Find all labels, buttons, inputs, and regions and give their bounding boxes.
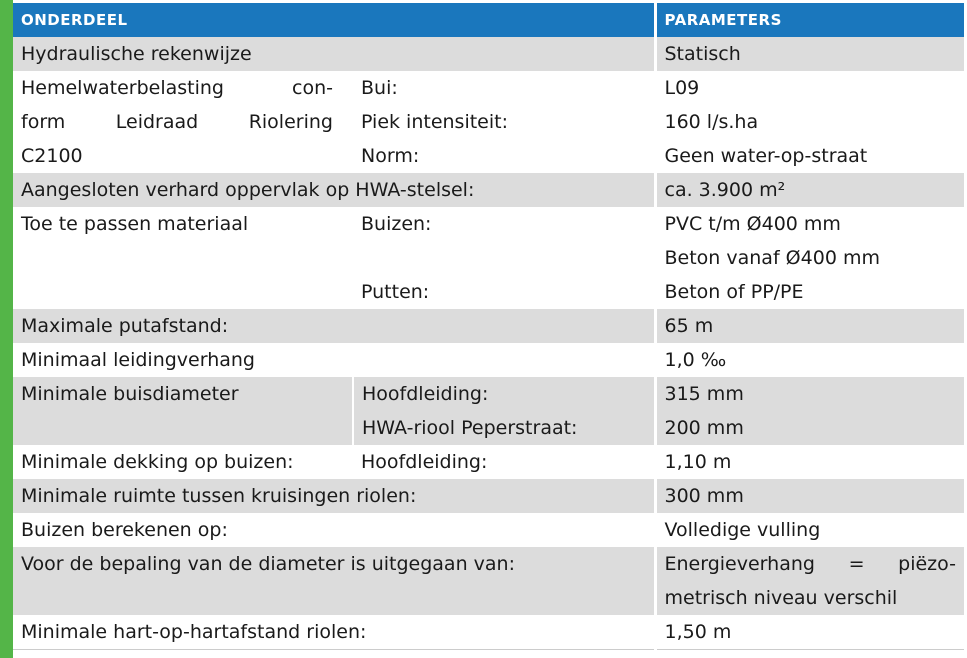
row-value: 300 mm: [655, 479, 964, 513]
row-value: Volledige vulling: [655, 513, 964, 547]
value-word: =: [848, 553, 865, 575]
sub-label: Norm:: [361, 145, 420, 167]
sub-label: Piek intensiteit:: [361, 111, 508, 133]
row-label: Minimale hart-op-hartafstand riolen:: [13, 615, 655, 650]
table-row: [13, 343, 964, 377]
table-row: [13, 377, 964, 445]
row-value: 315 mm: [664, 383, 744, 405]
row-values: [655, 377, 964, 445]
table-row: [13, 547, 964, 615]
table-row: [13, 615, 964, 650]
row-value: 1,0 ‰: [655, 343, 964, 377]
row-value: Beton vanaf Ø400 mm: [664, 247, 880, 269]
row-value: Statisch: [655, 37, 964, 71]
sub-label: Putten:: [361, 281, 430, 303]
row-value: Geen water-op-straat: [664, 145, 868, 167]
row-label: Hydraulische rekenwijze: [13, 37, 655, 71]
value-line: [665, 547, 957, 581]
header-parameters: [655, 3, 964, 37]
label-word: Hemelwaterbelasting: [21, 77, 224, 99]
row-label: Maximale putafstand:: [13, 309, 353, 343]
row-value: 200 mm: [664, 417, 744, 439]
row-label: Minimale buisdiameter: [13, 377, 353, 445]
row-label: [13, 71, 353, 173]
table-row: [13, 71, 964, 173]
row-value: ca. 3.900 m²: [655, 173, 964, 207]
label-line: [21, 105, 345, 139]
row-sublabels: [353, 377, 655, 445]
row-label: Buizen berekenen op:: [13, 513, 655, 547]
row-values: [655, 547, 964, 615]
row-sublabels: [353, 71, 655, 173]
row-label: Voor de bepaling van de diameter is uitgegaan van:: [13, 547, 655, 615]
row-values: [655, 71, 964, 173]
row-label: Aangesloten verhard oppervlak op HWA-stelsel:: [13, 173, 655, 207]
table-row: [13, 37, 964, 71]
table-row: [13, 309, 964, 343]
row-label: Minimaal leidingverhang: [13, 343, 353, 377]
header-onderdeel: [13, 3, 655, 37]
header-col2-text: PARAMETERS: [664, 11, 782, 29]
sub-label: Bui:: [361, 77, 398, 99]
row-label: Toe te passen materiaal: [13, 207, 353, 309]
row-label: Minimale ruimte tussen kruisingen riolen:: [13, 479, 655, 513]
value-line: metrisch niveau verschil: [664, 587, 898, 609]
sub-label: Hoofdleiding:: [353, 445, 655, 479]
row-value: 1,50 m: [655, 615, 964, 650]
row-values: [655, 207, 964, 309]
row-empty: [353, 343, 655, 377]
table-row: [13, 173, 964, 207]
sub-label: Hoofdleiding:: [362, 383, 489, 405]
table-row: [13, 445, 964, 479]
row-value: L09: [664, 77, 700, 99]
label-word: Leidraad: [115, 111, 199, 133]
header-col1-text: ONDERDEEL: [21, 11, 128, 29]
row-value: 1,10 m: [655, 445, 964, 479]
value-word: piëzo-: [898, 553, 956, 575]
row-value: Beton of PP/PE: [664, 281, 804, 303]
row-value: PVC t/m Ø400 mm: [664, 213, 841, 235]
value-word: Energieverhang: [664, 553, 815, 575]
table-row: [13, 207, 964, 309]
label-word: con-: [292, 77, 333, 99]
row-value: 160 l/s.ha: [664, 111, 759, 133]
table-row: [13, 479, 964, 513]
sub-label: HWA-riool Peperstraat:: [362, 417, 578, 439]
sub-label: Buizen:: [361, 213, 432, 235]
left-accent-bar: [0, 0, 13, 658]
sub-label: [361, 241, 646, 275]
label-word: Riolering: [248, 111, 333, 133]
table-row: [13, 513, 964, 547]
label-line: C2100: [21, 145, 83, 167]
row-value: 65 m: [655, 309, 964, 343]
parameters-table: [13, 3, 964, 650]
row-sublabels: [353, 207, 655, 309]
label-line: [21, 71, 345, 105]
row-empty: [353, 309, 655, 343]
row-label: Minimale dekking op buizen:: [13, 445, 353, 479]
label-word: form: [21, 111, 66, 133]
